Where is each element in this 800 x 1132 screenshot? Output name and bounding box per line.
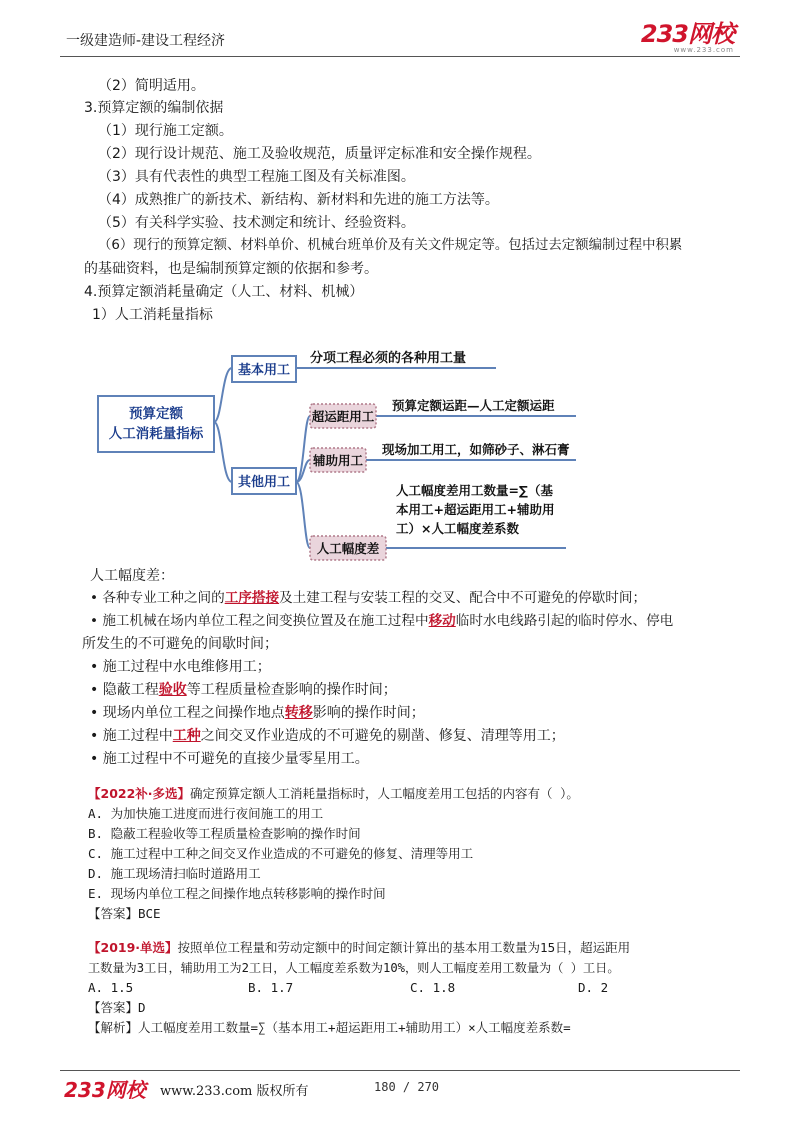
option: C. 施工过程中工种之间交叉作业造成的不可避免的修复、清理等用工 bbox=[88, 846, 474, 861]
bullet-item: • 施工过程中不可避免的直接少量零星用工。 bbox=[90, 751, 369, 767]
answer: 【答案】D bbox=[88, 1000, 146, 1015]
body-line: 的基础资料，也是编制预算定额的依据和参考。 bbox=[84, 261, 378, 277]
option: D. 施工现场清扫临时道路用工 bbox=[88, 866, 261, 881]
body-line: （2）简明适用。 bbox=[98, 78, 205, 94]
node-basic-labor-label: 基本用工 bbox=[237, 363, 291, 378]
header-title: 一级建造师-建设工程经济 bbox=[66, 33, 226, 49]
option: B. 隐蔽工程验收等工程质量检查影响的操作时间 bbox=[88, 826, 361, 841]
question-text-cont: 工数量为3工日，辅助用工为2工日，人工幅度差系数为10%，则人工幅度差用工数量为（ ）工日。 bbox=[88, 961, 620, 975]
body-line: （2）现行设计规范、施工及验收规范，质量评定标准和安全操作规程。 bbox=[98, 146, 541, 162]
body-line: （1）现行施工定额。 bbox=[98, 123, 233, 139]
bullet-item bbox=[90, 611, 673, 631]
body-line: （4）成熟推广的新技术、新结构、新材料和先进的施工方法等。 bbox=[98, 192, 499, 208]
labor-margin-desc-3: 工）×人工幅度差系数 bbox=[396, 521, 519, 536]
option: C. 1.8 bbox=[410, 980, 456, 995]
bullet-item bbox=[90, 726, 565, 746]
option: A. 为加快施工进度而进行夜间施工的用工 bbox=[88, 806, 324, 821]
connector bbox=[214, 368, 232, 422]
highlight-term: 移动 bbox=[428, 613, 456, 629]
highlight-term: 工序搭接 bbox=[224, 590, 280, 606]
question-tag: 【2022补·多选】 bbox=[88, 786, 191, 801]
basic-labor-desc: 分项工程必须的各种用工量 bbox=[310, 351, 467, 366]
bullet-text: 及土建工程与安装工程的交叉、配合中不可避免的停歇时间； bbox=[279, 590, 647, 606]
bullet-text: 影响的操作时间； bbox=[312, 705, 425, 721]
bullet-item bbox=[90, 703, 425, 723]
bullet-text: • 现场内单位工程之间操作地点 bbox=[90, 705, 285, 721]
footer-site: www.233.com 版权所有 bbox=[160, 1084, 309, 1099]
highlight-term: 验收 bbox=[158, 682, 187, 698]
bullet-text: • 各种专业工种之间的 bbox=[90, 590, 225, 606]
question-text: 按照单位工程量和劳动定额中的时间定额计算出的基本用工数量为15日，超运距用 bbox=[177, 940, 631, 955]
question-tag: 【2019·单选】 bbox=[88, 940, 178, 955]
body-line: （5）有关科学实验、技术测定和统计、经验资料。 bbox=[98, 215, 415, 231]
analysis: 【解析】人工幅度差用工数量=∑（基本用工+超运距用工+辅助用工）×人工幅度差系数= bbox=[88, 1020, 571, 1035]
option: D. 2 bbox=[578, 980, 609, 995]
root-node bbox=[98, 396, 214, 452]
margin-title: 人工幅度差： bbox=[90, 568, 174, 584]
option: E. 现场内单位工程之间操作地点转移影响的操作时间 bbox=[88, 886, 386, 901]
sub-heading: 1）人工消耗量指标 bbox=[92, 307, 213, 323]
labor-margin-desc-2: 本用工+超运距用工+辅助用 bbox=[396, 502, 555, 517]
bullet-text: • 施工过程中 bbox=[90, 728, 173, 744]
bullet-text: • 隐蔽工程 bbox=[90, 682, 159, 698]
option: A. 1.5 bbox=[88, 980, 134, 995]
question-2-stem bbox=[88, 938, 630, 958]
section-heading: 4.预算定额消耗量确定（人工、材料、机械） bbox=[84, 284, 364, 300]
bullet-continuation: 所发生的不可避免的间歇时间； bbox=[82, 636, 278, 652]
node-auxiliary-label: 辅助用工 bbox=[312, 453, 364, 468]
labor-index-mindmap bbox=[96, 340, 596, 562]
page-number: 180 / 270 bbox=[374, 1080, 440, 1094]
footer-divider bbox=[60, 1070, 740, 1071]
auxiliary-desc: 现场加工用工，如筛砂子、淋石膏 bbox=[382, 442, 570, 457]
footer-logo: 233网校 bbox=[64, 1078, 146, 1102]
brand-logo bbox=[641, 22, 734, 54]
bullet-text: 等工程质量检查影响的操作时间； bbox=[186, 682, 397, 698]
node-labor-margin-label: 人工幅度差 bbox=[316, 541, 380, 556]
question-1-stem bbox=[88, 784, 579, 804]
logo-text: 233网校 bbox=[640, 20, 734, 48]
root-label-1: 预算定额 bbox=[129, 406, 183, 422]
answer: 【答案】BCE bbox=[88, 906, 161, 921]
extra-distance-desc: 预算定额运距—人工定额运距 bbox=[392, 398, 555, 413]
body-line: （6）现行的预算定额、材料单价、机械台班单价及有关文件规定等。包括过去定额编制过程中积累 bbox=[98, 238, 683, 253]
bullet-text: 临时水电线路引起的临时停水、停电 bbox=[455, 613, 674, 629]
highlight-term: 转移 bbox=[284, 705, 313, 721]
root-label-2: 人工消耗量指标 bbox=[108, 426, 204, 442]
section-heading: 3.预算定额的编制依据 bbox=[84, 100, 224, 116]
connector bbox=[214, 422, 232, 482]
logo-url: www.233.com bbox=[673, 46, 734, 54]
header-divider bbox=[60, 56, 740, 57]
bullet-item bbox=[90, 588, 646, 608]
question-text: 确定预算定额人工消耗量指标时，人工幅度差用工包括的内容有（ ）。 bbox=[190, 786, 579, 801]
node-extra-distance-label: 超运距用工 bbox=[311, 409, 375, 424]
bullet-text: • 施工机械在场内单位工程之间变换位置及在施工过程中 bbox=[90, 613, 429, 629]
page-header bbox=[0, 0, 800, 64]
bullet-item bbox=[90, 680, 397, 700]
labor-margin-desc-1: 人工幅度差用工数量=∑（基 bbox=[396, 483, 553, 498]
bullet-item: • 施工过程中水电维修用工； bbox=[90, 659, 271, 675]
connector bbox=[296, 482, 310, 548]
body-line: （3）具有代表性的典型工程施工图及有关标准图。 bbox=[98, 169, 415, 185]
node-other-labor-label: 其他用工 bbox=[237, 475, 291, 490]
bullet-text: 之间交叉作业造成的不可避免的剔凿、修复、清理等用工； bbox=[200, 728, 565, 744]
option: B. 1.7 bbox=[248, 980, 294, 995]
highlight-term: 工种 bbox=[172, 728, 201, 744]
